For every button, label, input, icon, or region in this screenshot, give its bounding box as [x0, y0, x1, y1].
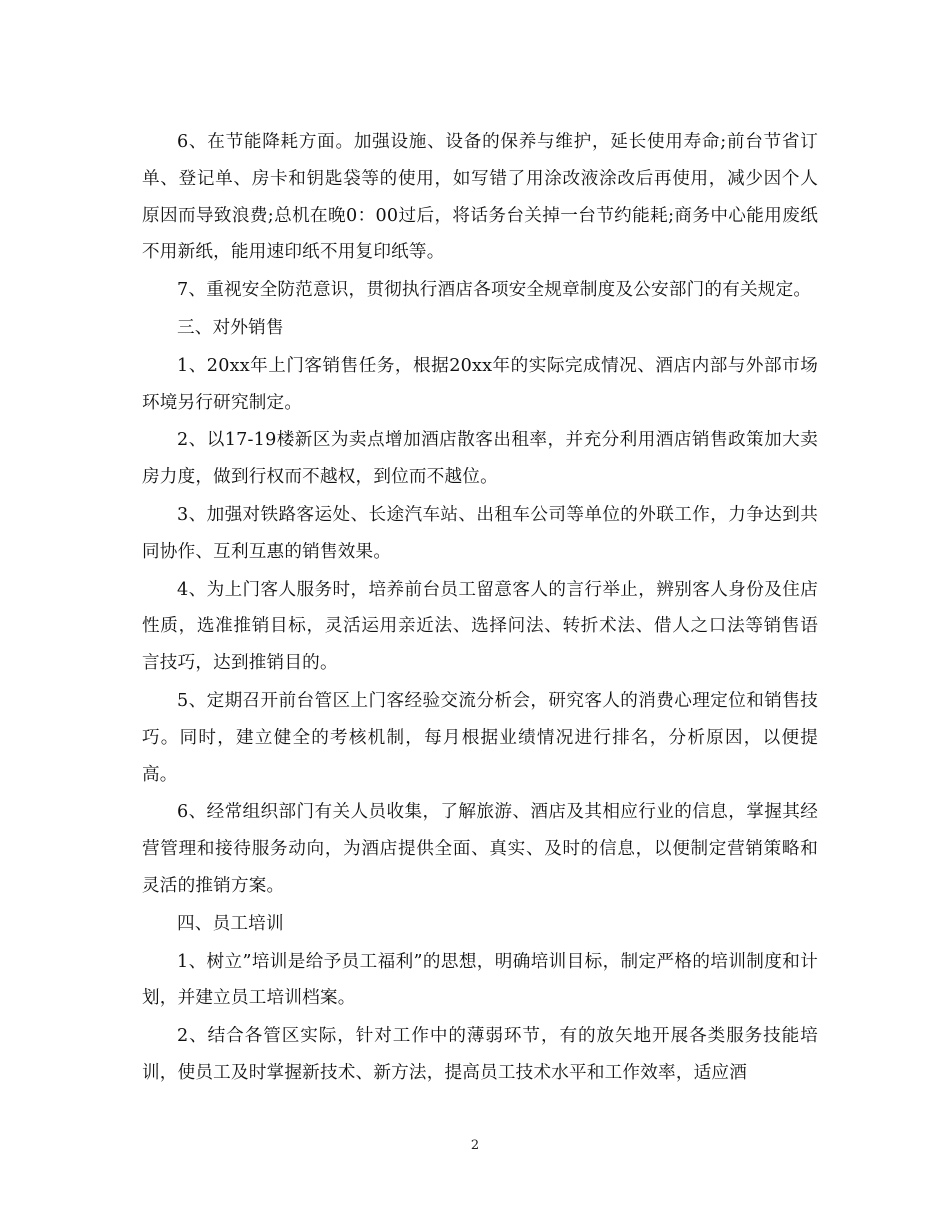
paragraph-external-liaison: 3、加强对铁路客运处、长途汽车站、出租车公司等单位的外联工作，力争达到共同协作、互利互惠的销售效果。	[142, 504, 818, 562]
paragraph-market-information: 6、经常组织部门有关人员收集，了解旅游、酒店及其相应行业的信息，掌握其经营管理和接待服务动向，为酒店提供全面、真实、及时的信息，以便制定营销策略和灵活的推销方案。	[142, 802, 818, 896]
paragraph-skills-training: 2、结合各管区实际，针对工作中的薄弱环节，有的放矢地开展各类服务技能培训，使员工及时掌握新技术、新方法，提高员工技术水平和工作效率，适应酒	[142, 1026, 818, 1083]
document-body	[142, 124, 818, 1093]
section-heading-staff-training: 四、员工培训	[177, 913, 284, 934]
page-number: 2	[470, 1138, 480, 1153]
paragraph-experience-meeting: 5、定期召开前台管区上门客经验交流分析会，研究客人的消费心理定位和销售技巧。同时，建立健全的考核机制，每月根据业绩情况进行排名，分析原因，以便提高。	[142, 690, 818, 785]
paragraph-sales-task: 1、20xx年上门客销售任务，根据20xx年的实际完成情况、酒店内部与外部市场环境另行研究制定。	[142, 355, 818, 413]
paragraph-energy-saving: 6、在节能降耗方面。加强设施、设备的保养与维护，延长使用寿命;前台节省订单、登记单、房卡和钥匙袋等的使用，如写错了用涂改液涂改后再使用，减少因个人原因而导致浪费;总机在晚0：00过后，将话务台关掉一台节约能耗;商务中心能用废纸不用新纸，能用速印纸不用复印纸等。	[142, 132, 818, 263]
paragraph-training-philosophy: 1、树立”培训是给予员工福利”的思想，明确培训目标，制定严格的培训制度和计划，并建立员工培训档案。	[142, 951, 818, 1009]
paragraph-safety: 7、重视安全防范意识，贯彻执行酒店各项安全规章制度及公安部门的有关规定。	[177, 280, 812, 301]
paragraph-guest-service: 4、为上门客人服务时，培养前台员工留意客人的言行举止，辨别客人身份及住店性质，选准推销目标，灵活运用亲近法、选择问法、转折术法、借人之口法等销售语言技巧，达到推销目的。	[142, 579, 818, 674]
paragraph-new-area: 2、以17-19楼新区为卖点增加酒店散客出租率，并充分利用酒店销售政策加大卖房力度，做到行权而不越权，到位而不越位。	[142, 430, 818, 488]
section-heading-external-sales: 三、对外销售	[177, 317, 284, 338]
